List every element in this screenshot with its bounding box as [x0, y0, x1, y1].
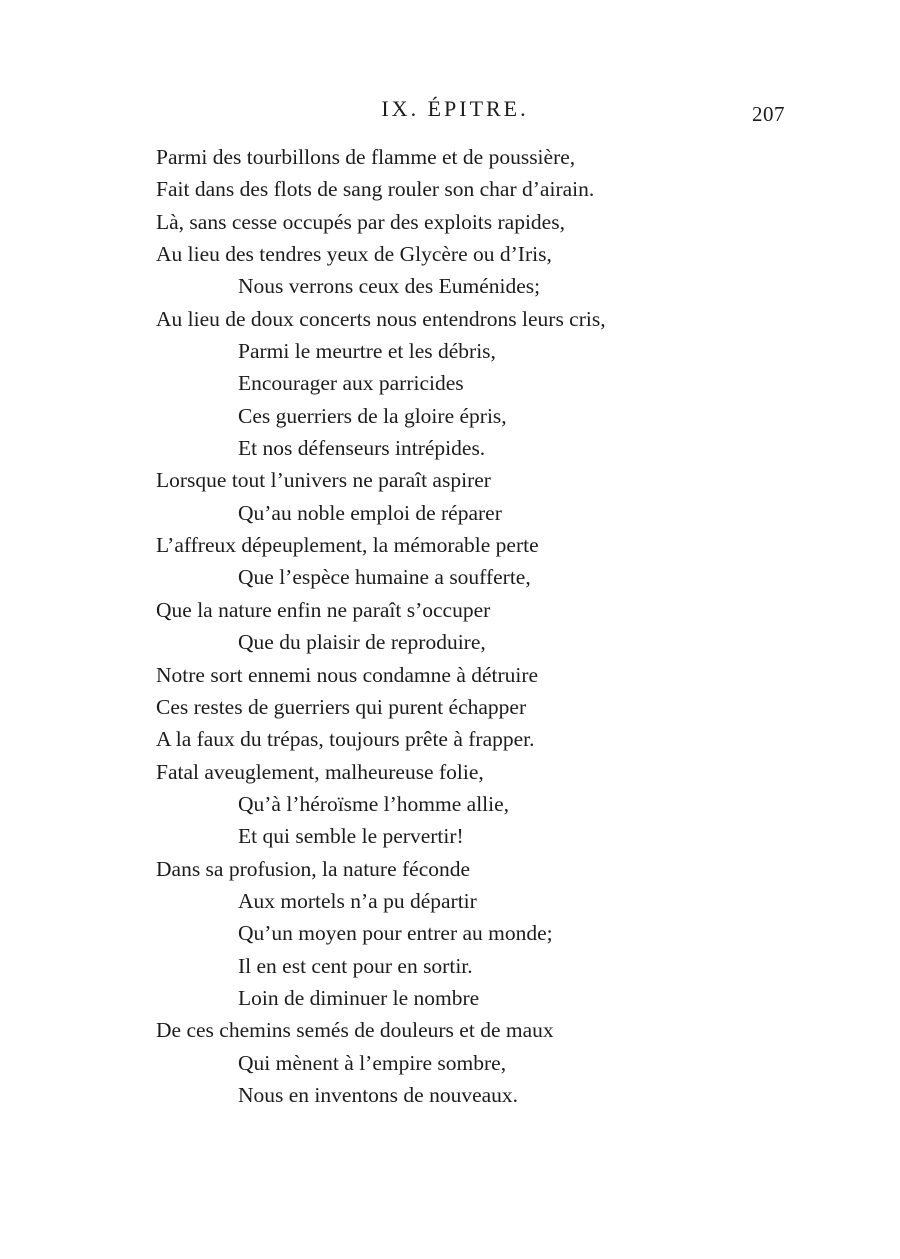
- running-title: IX. ÉPITRE.: [381, 96, 529, 121]
- poem-line: L’affreux dépeuplement, la mémorable perte: [156, 533, 539, 558]
- poem-line: Lorsque tout l’univers ne paraît aspirer: [156, 468, 491, 493]
- poem-line: Et qui semble le pervertir!: [238, 824, 464, 849]
- poem-line: Dans sa profusion, la nature féconde: [156, 856, 471, 881]
- poem-line: Parmi des tourbillons de flamme et de poussière,: [156, 145, 576, 169]
- poem-line: Parmi le meurtre et les débris,: [238, 339, 496, 364]
- poem-line: Loin de diminuer le nombre: [238, 985, 480, 1010]
- poem-line: Nous en inventons de nouveaux.: [238, 1082, 519, 1107]
- poem-line: Qui mènent à l’empire sombre,: [238, 1050, 507, 1075]
- poem-line: Qu’un moyen pour entrer au monde;: [238, 921, 553, 946]
- poem-line: Encourager aux parricides: [238, 371, 464, 396]
- poem-line: Nous verrons ceux des Euménides;: [238, 274, 541, 299]
- poem-line: Que l’espèce humaine a soufferte,: [238, 565, 531, 590]
- poem-text: [156, 141, 776, 1111]
- poem-line: Fait dans des flots de sang rouler son char d’airain.: [156, 177, 595, 202]
- poem-line: Ces restes de guerriers qui purent échapper: [156, 694, 527, 719]
- poem-line: Que du plaisir de reproduire,: [238, 630, 486, 655]
- poem-line: Aux mortels n’a pu départir: [238, 888, 477, 913]
- poem-line: Fatal aveuglement, malheureuse folie,: [156, 759, 484, 784]
- poem-line: Qu’au noble emploi de réparer: [238, 500, 502, 525]
- page-number: 207: [752, 102, 785, 126]
- poem-line: Et nos défenseurs intrépides.: [238, 436, 486, 461]
- poem-line: Il en est cent pour en sortir.: [238, 953, 473, 978]
- poem-line: A la faux du trépas, toujours prête à frapper.: [156, 727, 535, 752]
- poem-line: Au lieu de doux concerts nous entendrons leurs cris,: [156, 306, 606, 331]
- poem-line: Là, sans cesse occupés par des exploits rapides,: [156, 209, 565, 234]
- poem-line: Notre sort ennemi nous condamne à détruire: [156, 662, 539, 687]
- poem-line: Que la nature enfin ne paraît s’occuper: [156, 597, 491, 622]
- poem-line: Au lieu des tendres yeux de Glycère ou d’Iris,: [156, 242, 552, 267]
- poem-line: De ces chemins semés de douleurs et de maux: [156, 1018, 554, 1043]
- poem-line: Qu’à l’héroïsme l’homme allie,: [238, 791, 510, 816]
- poem-line: Ces guerriers de la gloire épris,: [238, 403, 507, 428]
